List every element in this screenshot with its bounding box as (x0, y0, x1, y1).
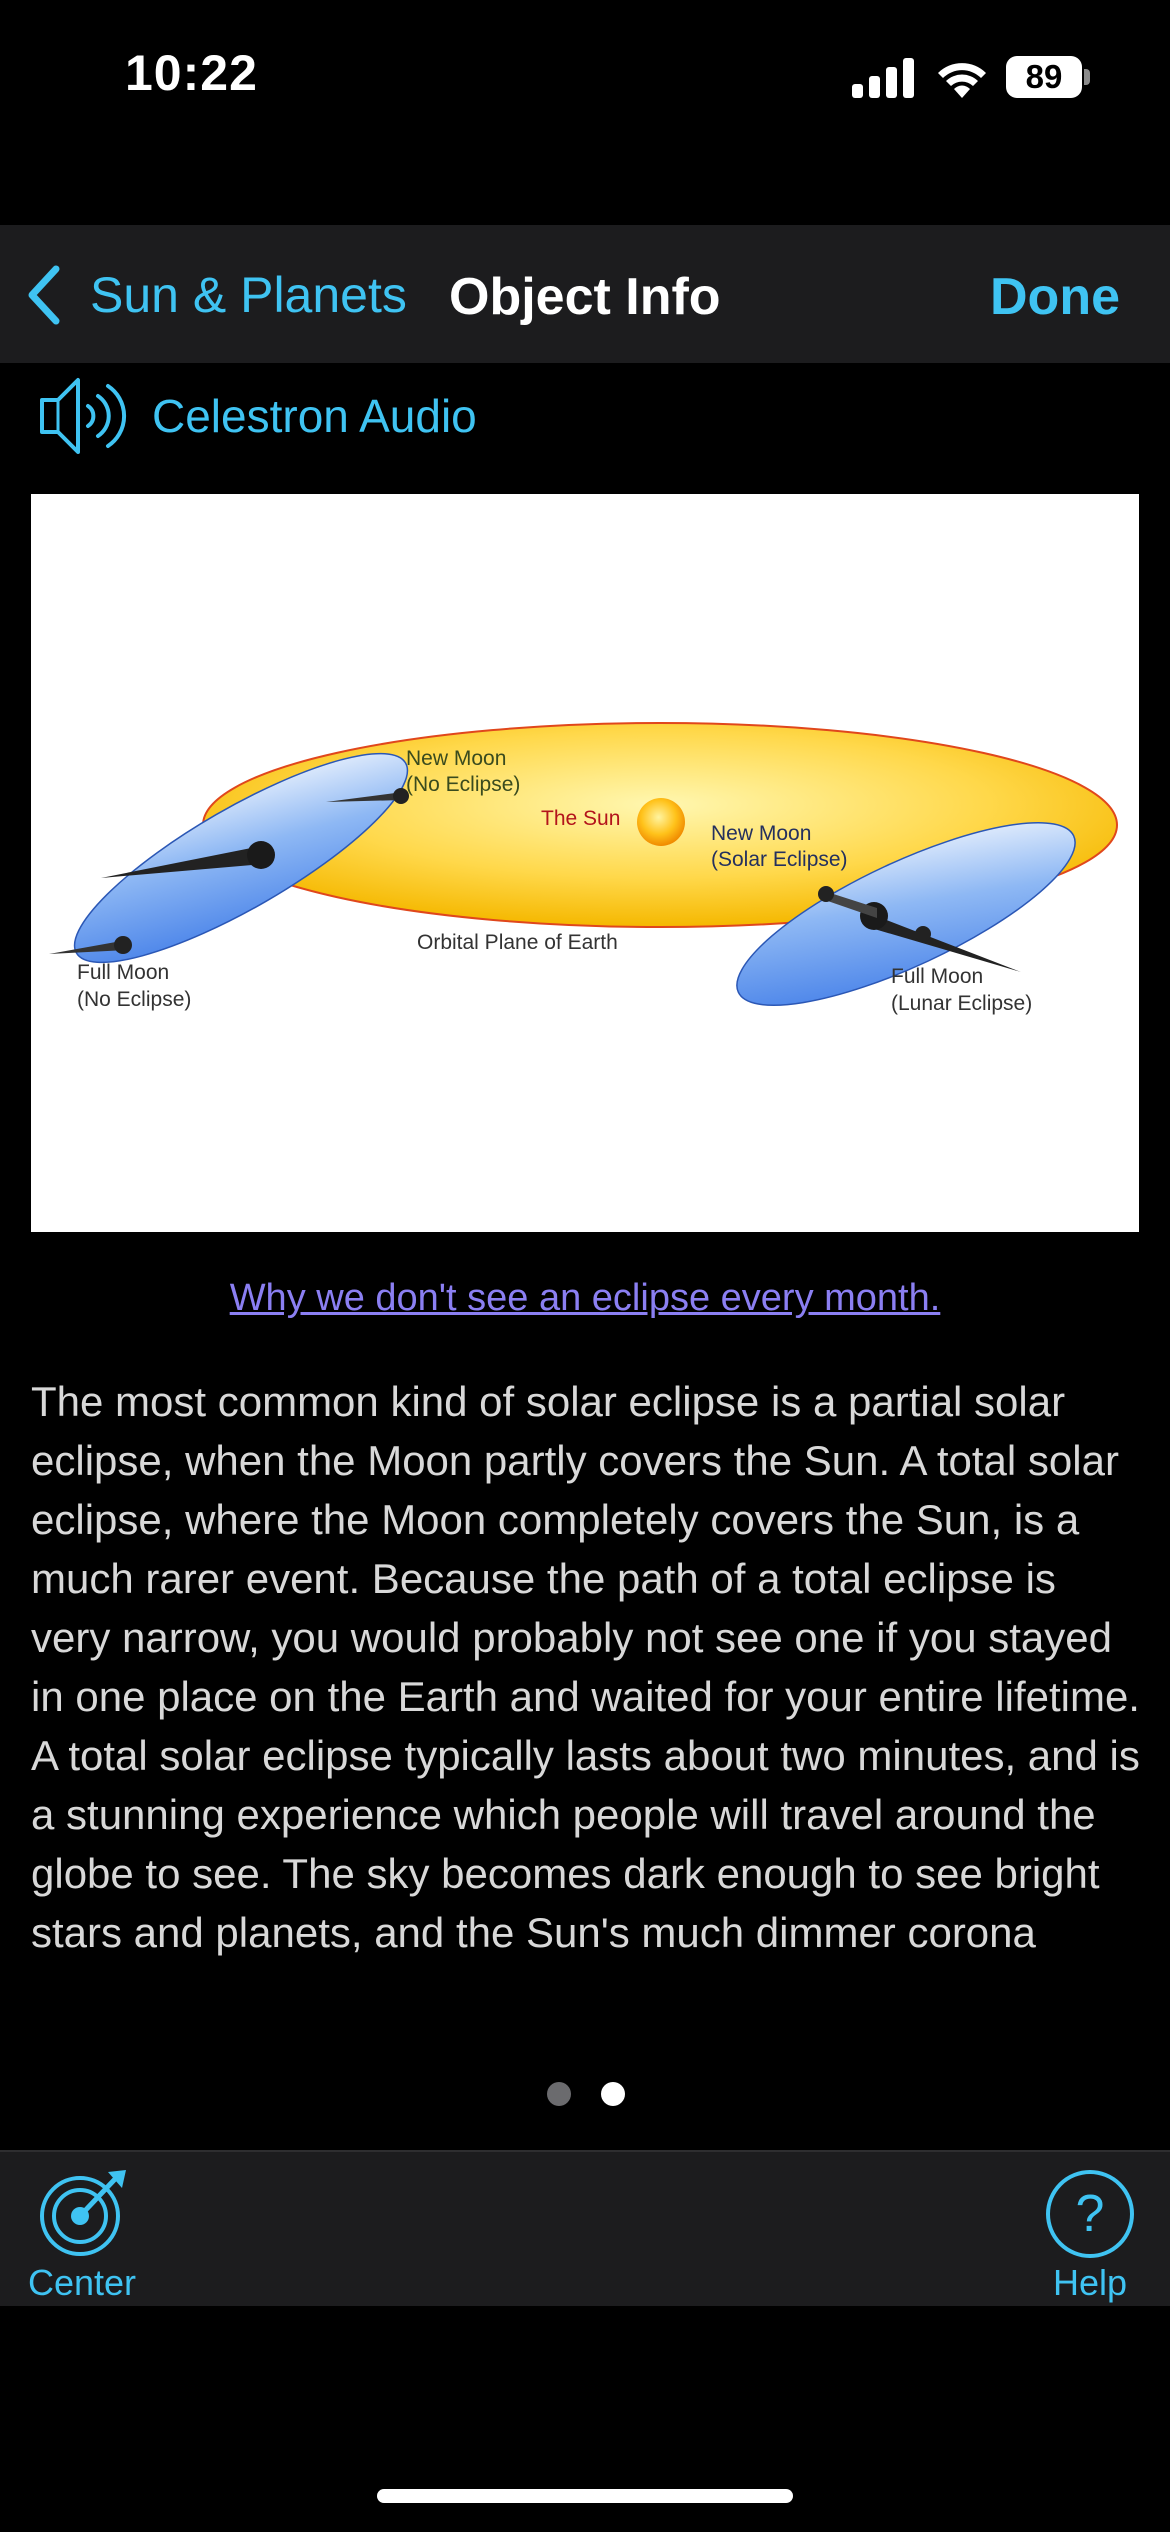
center-button[interactable] (20, 2166, 144, 2306)
status-time: 10:22 (125, 45, 258, 101)
cellular-signal-icon (852, 58, 914, 98)
center-label: Center (27, 2262, 137, 2303)
target-icon (36, 2166, 128, 2258)
battery-tip (1084, 69, 1090, 85)
moon-icon (818, 886, 834, 902)
moon-icon (915, 926, 931, 942)
label-new-moon-solar-eclipse-sub: (Solar Eclipse) (711, 848, 848, 871)
page-dot[interactable] (547, 2082, 571, 2106)
celestron-audio-button[interactable] (36, 366, 477, 466)
battery-indicator (1006, 56, 1090, 98)
label-orbital-plane: Orbital Plane of Earth (417, 931, 618, 954)
page-dot-active[interactable] (601, 2082, 625, 2106)
label-new-moon-no-eclipse-sub: (No Eclipse) (406, 773, 521, 796)
back-label: Sun & Planets (90, 267, 407, 323)
chevron-left-icon (24, 263, 64, 327)
label-new-moon-solar-eclipse: New Moon (711, 822, 812, 845)
battery-level: 89 (1006, 56, 1082, 98)
label-the-sun: The Sun (541, 807, 621, 830)
label-full-moon-lunar-eclipse-sub: (Lunar Eclipse) (891, 992, 1033, 1015)
help-label: Help (1052, 2262, 1128, 2303)
label-full-moon-lunar-eclipse: Full Moon (891, 965, 984, 988)
eclipse-explanation-link[interactable]: Why we don't see an eclipse every month. (229, 1277, 941, 1319)
page-title: Object Info (449, 268, 721, 326)
earth-icon (247, 841, 275, 869)
audio-label: Celestron Audio (152, 390, 477, 442)
eclipse-diagram (31, 494, 1139, 1232)
bottom-toolbar (0, 2150, 1170, 2306)
speaker-icon (36, 370, 128, 462)
question-circle-icon: ? (1046, 2170, 1134, 2258)
eclipse-diagram-illustration (31, 494, 1139, 1232)
label-full-moon-no-eclipse-sub: (No Eclipse) (77, 988, 192, 1011)
home-indicator[interactable] (377, 2489, 793, 2503)
description-text: The most common kind of solar eclipse is a partial solar eclipse, when the Moon partly covers the Sun. A total solar eclipse, where the Moon completely covers the Sun, is a much rarer event. Because the path of a total eclipse is very narrow, you would probably not see one if you stayed in one place on the Earth and waited for your entire lifetime. A total solar eclipse typically lasts about two minutes, and is a stunning experience which people will travel around the globe to see. The sky becomes dark enough to see bright stars and planets, and the Sun's much dimmer corona (31, 1378, 1140, 1956)
label-full-moon-no-eclipse: Full Moon (77, 961, 170, 984)
help-button[interactable] (1030, 2166, 1154, 2306)
done-button[interactable]: Done (990, 268, 1120, 326)
sun-icon (637, 798, 685, 846)
page-indicator (547, 2082, 627, 2112)
wifi-icon (935, 54, 989, 98)
moon-icon (114, 936, 132, 954)
back-button[interactable] (24, 255, 407, 335)
navigation-bar (0, 225, 1170, 363)
status-bar (0, 0, 1170, 150)
label-new-moon-no-eclipse: New Moon (406, 747, 507, 770)
